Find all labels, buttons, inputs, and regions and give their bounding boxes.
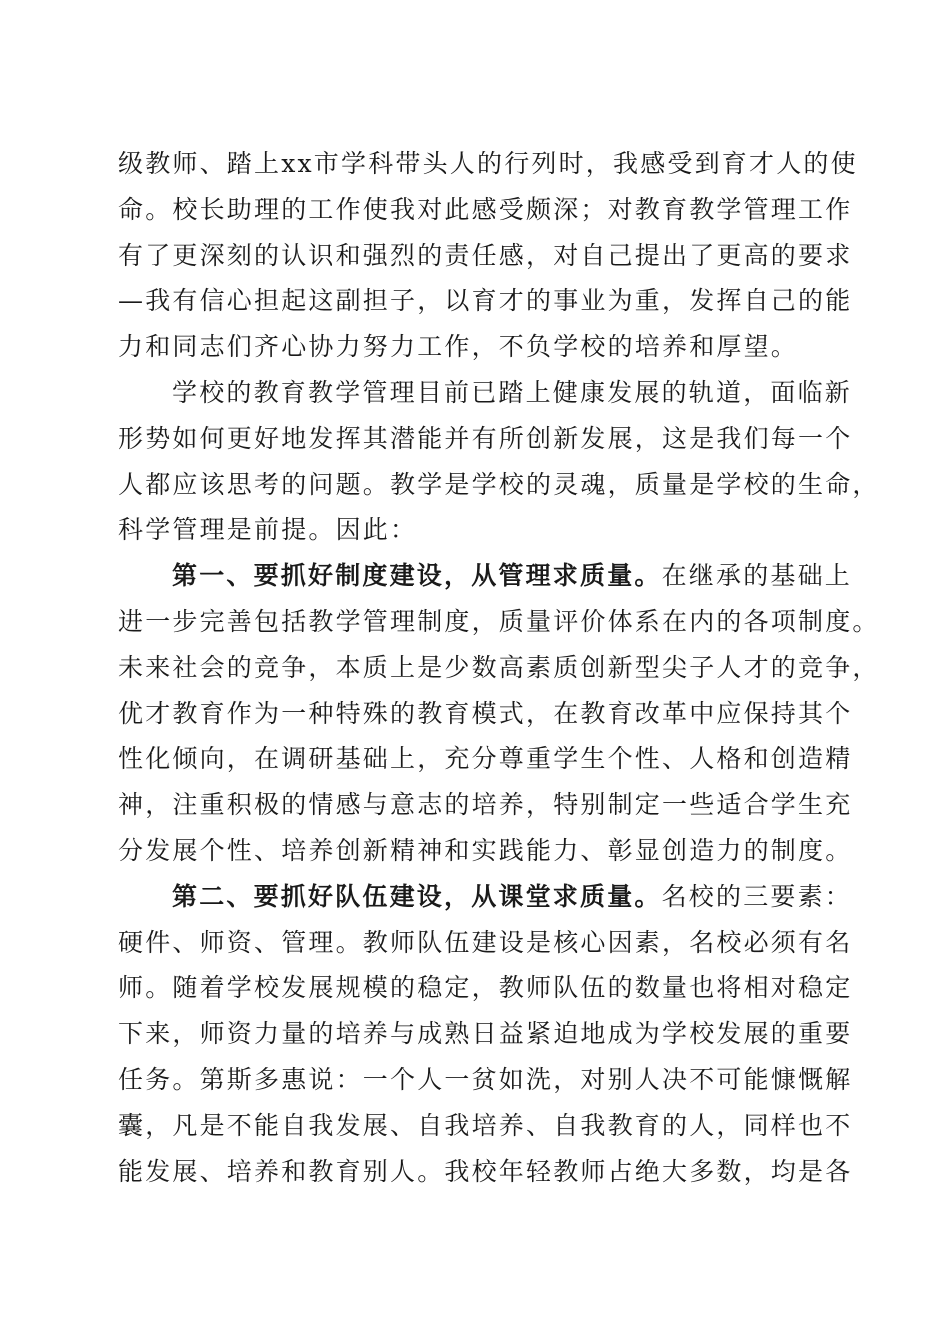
text-line: 有了更深刻的认识和强烈的责任感，对自己提出了更高的要求 bbox=[118, 240, 853, 270]
text-run: 名校的三要素： bbox=[661, 881, 853, 911]
section-heading-1: 第一、要抓好制度建设，从管理求质量。 bbox=[172, 561, 662, 591]
text-line: —我有信心担起这副担子，以育才的事业为重，发挥自己的能 bbox=[118, 286, 853, 316]
text-line bbox=[118, 553, 853, 599]
document-body bbox=[118, 141, 880, 1194]
text-line: 分发展个性、培养创新精神和实践能力、彰显创造力的制度。 bbox=[118, 835, 853, 865]
text-line: 学校的教育教学管理目前已踏上健康发展的轨道，面临新 bbox=[172, 377, 853, 407]
text-line: 下来，师资力量的培养与成熟日益紧迫地成为学校发展的重要 bbox=[118, 1019, 853, 1049]
text-line: 进一步完善包括教学管理制度，质量评价体系在内的各项制度。 bbox=[118, 606, 880, 636]
paragraph-1 bbox=[118, 141, 858, 370]
text-line: 师。随着学校发展规模的稳定，教师队伍的数量也将相对稳定 bbox=[118, 973, 853, 1003]
text-line: 神，注重积极的情感与意志的培养，特别制定一些适合学生充 bbox=[118, 790, 853, 820]
text-line: 级教师、踏上xx市学科带头人的行列时，我感受到育才人的使 bbox=[118, 149, 858, 178]
text-line: 任务。第斯多惠说：一个人一贫如洗，对别人决不可能慷慨解 bbox=[118, 1064, 853, 1094]
text-line: 力和同志们齐心协力努力工作，不负学校的培养和厚望。 bbox=[118, 332, 799, 362]
text-line: 囊，凡是不能自我发展、自我培养、自我教育的人，同样也不 bbox=[118, 1110, 853, 1140]
text-line: 能发展、培养和教育别人。我校年轻教师占绝大多数，均是各 bbox=[118, 1156, 853, 1186]
section-heading-2: 第二、要抓好队伍建设，从课堂求质量。 bbox=[172, 881, 662, 911]
text-line bbox=[118, 874, 853, 920]
paragraph-2 bbox=[118, 370, 880, 553]
text-line: 硬件、师资、管理。教师队伍建设是核心因素，名校必须有名 bbox=[118, 927, 853, 957]
text-line: 性化倾向，在调研基础上，充分尊重学生个性、人格和创造精 bbox=[118, 744, 853, 774]
text-line: 命。校长助理的工作使我对此感受颇深；对教育教学管理工作 bbox=[118, 194, 853, 224]
paragraph-3 bbox=[118, 553, 880, 874]
text-line: 优才教育作为一种特殊的教育模式，在教育改革中应保持其个 bbox=[118, 698, 853, 728]
text-line: 形势如何更好地发挥其潜能并有所创新发展，这是我们每一个 bbox=[118, 423, 853, 453]
text-line: 人都应该思考的问题。教学是学校的灵魂，质量是学校的生命， bbox=[118, 469, 880, 499]
text-line: 科学管理是前提。因此： bbox=[118, 515, 418, 545]
paragraph-4 bbox=[118, 874, 853, 1195]
text-line: 未来社会的竞争，本质上是少数高素质创新型尖子人才的竞争， bbox=[118, 652, 880, 682]
text-run: 在继承的基础上 bbox=[661, 561, 853, 591]
